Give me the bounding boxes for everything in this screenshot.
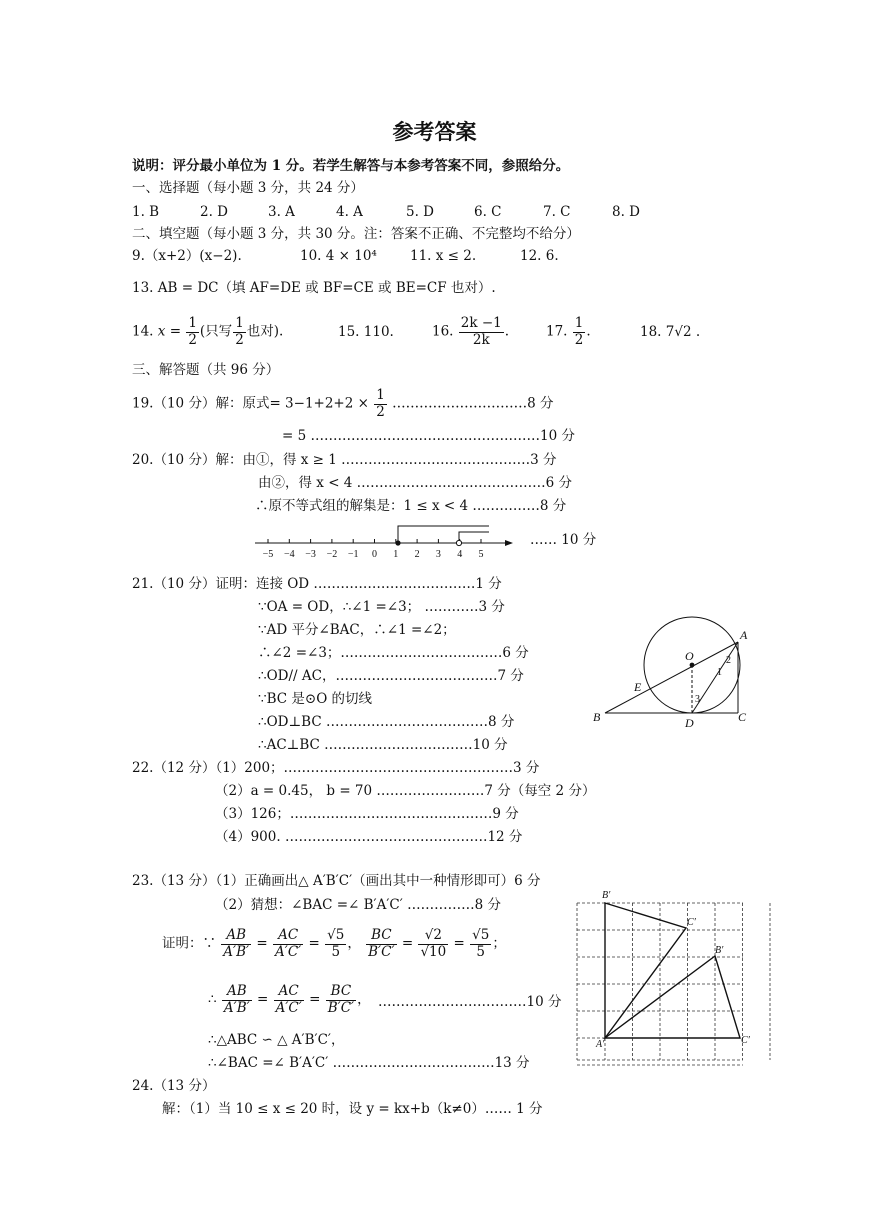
number-line-tick-label: 4	[457, 549, 463, 560]
figure-point-label: 1	[717, 667, 722, 678]
section-2-heading: 二、填空题（每小题 3 分，共 30 分。注：答案不正确、不完整均不给分）	[132, 226, 580, 242]
answer-22-line-3: （3）126；………………………………………9 分	[215, 806, 519, 822]
answer-21-line-4: ∴∠2 =∠3；………………………………6 分	[258, 645, 529, 661]
triangle-apbpcp	[605, 956, 740, 1038]
mc-answer-7: 7. C	[543, 204, 571, 220]
answer-9: 9.（x+2）(x−2).	[132, 248, 242, 264]
answer-23-points-10: ……………………………10 分	[378, 994, 562, 1010]
number-line-tick-label: −2	[326, 549, 338, 560]
answer-21-line-7: ∴OD⊥BC ………………………………8 分	[258, 714, 515, 730]
answer-20-line-1: 20.（10 分）解：由①，得 x ≥ 1 ……………………………………3 分	[132, 452, 557, 468]
figure-point-label: O	[685, 649, 694, 663]
fraction: $\frac{BC}{B'C'}$	[368, 927, 395, 960]
answer-19-line-2: = 5 ……………………………………………10 分	[282, 428, 575, 444]
answer-22-line-1: 22.（12 分）（1）200；……………………………………………3 分	[132, 760, 540, 776]
fraction: $\frac{AB}{A'B'}$	[223, 983, 250, 1016]
fraction: $\frac{√5}{5}$	[327, 927, 345, 960]
answer-23-proof-line-4: ∴∠BAC =∠ B′A′C′ ………………………………13 分	[208, 1055, 530, 1071]
answer-21-line-2: ∵OA = OD，∴∠1 =∠3； …………3 分	[258, 599, 505, 615]
number-line-tick-label: −3	[305, 549, 316, 560]
mc-answer-1: 1. B	[132, 204, 160, 220]
mc-answer-8: 8. D	[612, 204, 640, 220]
number-line-figure	[255, 520, 525, 560]
figure-point-label: 3	[695, 694, 700, 705]
answer-18: 18. 7√2 .	[640, 324, 701, 340]
fraction: $\frac{2k -1}{2k}$	[460, 315, 502, 348]
grid-point-label: A′	[596, 1039, 605, 1050]
answer-10: 10. 4 × 10⁴	[300, 248, 377, 264]
figure-point-label: B	[593, 710, 601, 724]
answer-16: 16. $\frac{2k -1}{2k}$ .	[432, 315, 510, 348]
grid-point-label: C′	[687, 917, 696, 928]
fraction: $\frac{√2}{√10}$	[420, 927, 447, 960]
mc-answer-6: 6. C	[474, 204, 502, 220]
section-1-heading: 一、选择题（每小题 3 分，共 24 分）	[132, 180, 364, 196]
fraction: $\frac{1}{2}$	[235, 315, 244, 348]
circle-tangent-figure	[590, 615, 760, 730]
answer-21-line-8: ∴AC⊥BC ……………………………10 分	[258, 737, 508, 753]
number-line-tick-label: 1	[393, 549, 399, 560]
grid-point-label: C′	[741, 1035, 750, 1046]
answer-21-line-1: 21.（10 分）证明：连接 OD ………………………………1 分	[132, 576, 502, 592]
answer-13: 13. AB = DC（填 AF=DE 或 BF=CE 或 BE=CF 也对）.	[132, 280, 496, 296]
answer-23-line-2: （2）猜想：∠BAC =∠ B′A′C′ ……………8 分	[215, 897, 501, 913]
grid-point-label: B′	[602, 890, 611, 901]
answer-14: 14. x = $\frac{1}{2}$ (只写 $\frac{1}{2}$ 也对).	[132, 315, 284, 348]
section-3-heading: 三、解答题（共 96 分）	[132, 362, 280, 378]
answer-19-line-1: 19.（10 分）解：原式= 3−1+2+2 × $\frac{1}{2}$ …………………………8 分	[132, 387, 554, 420]
answer-24-line-2: 解：（1）当 10 ≤ x ≤ 20 时，设 y = kx+b（k≠0）…… 1 分	[162, 1101, 543, 1117]
mc-answer-2: 2. D	[200, 204, 228, 220]
solution-bracket-right	[459, 532, 489, 543]
fraction: $\frac{AB}{A'B'}$	[223, 927, 250, 960]
page-title: 参考答案	[392, 119, 477, 144]
answer-22-line-2: （2）a = 0.45， b = 70 ……………………7 分（每空 2 分）	[215, 783, 596, 799]
center-point	[690, 663, 695, 668]
number-line-tick-label: 0	[372, 549, 377, 560]
mc-answer-5: 5. D	[406, 204, 434, 220]
number-line-tick-label: 3	[435, 549, 441, 560]
figure-point-label: C	[738, 710, 747, 724]
fraction: $\frac{1}{2}$	[574, 315, 584, 348]
answer-17: 17. $\frac{1}{2}$ .	[546, 315, 591, 348]
figure-point-label: A	[740, 628, 748, 642]
answer-20-line-2: 由②，得 x < 4 ……………………………………6 分	[258, 475, 573, 491]
number-line-tick-label: 2	[414, 549, 420, 560]
number-line-tick-label: −4	[283, 549, 295, 560]
answer-21-line-6: ∵BC 是⊙O 的切线	[258, 691, 373, 707]
scoring-note: 说明：评分最小单位为 1 分。若学生解答与本参考答案不同，参照给分。	[132, 158, 570, 174]
fraction: $\frac{1}{2}$	[376, 387, 385, 420]
answer-21-line-5: ∴OD// AC，………………………………7 分	[258, 668, 524, 684]
answer-12: 12. 6.	[520, 248, 559, 264]
answer-23-proof-line-3: ∴△ABC ∽ △ A′B′C′，	[208, 1032, 345, 1048]
answer-21-line-3: ∵AD 平分∠BAC，∴∠1 =∠2；	[258, 622, 456, 638]
answer-14-label: 14.	[132, 323, 154, 340]
fraction: $\frac{AC}{A'C'}$	[275, 927, 302, 960]
answer-23-proof-line-2: ∴ $\frac{AB}{A'B'}$ = $\frac{AC}{A'C'}$ = $\frac{BC}{B'C'}$ ，	[208, 983, 371, 1016]
open-point	[456, 540, 461, 545]
fraction: $\frac{BC}{B'C'}$	[327, 983, 355, 1016]
figure-point-label: D	[685, 716, 694, 730]
answer-20-line-3: ∴原不等式组的解集是：1 ≤ x < 4 ……………8 分	[255, 498, 567, 514]
grid-point-label: B′	[715, 945, 724, 956]
mc-answer-4: 4. A	[336, 204, 363, 220]
fraction: $\frac{√5}{5}$	[472, 927, 490, 960]
figure-point-label: 2	[726, 655, 731, 666]
number-line-tick-label: −5	[262, 549, 274, 560]
arrow-icon	[505, 540, 513, 546]
number-line-tick-label: 5	[478, 549, 484, 560]
answer-11: 11. x ≤ 2.	[410, 248, 477, 264]
answer-24-line-1: 24.（13 分）	[132, 1078, 216, 1094]
solution-bracket-left	[398, 526, 489, 543]
answer-22-line-4: （4）900. ………………………………………12 分	[215, 829, 523, 845]
solid-point	[395, 540, 400, 545]
fraction: $\frac{AC}{A'C'}$	[275, 983, 302, 1016]
grid-triangle-figure	[575, 885, 755, 1065]
figure-point-label: E	[634, 680, 642, 694]
triangle-abc	[605, 903, 686, 1038]
answer-15: 15. 110.	[338, 324, 394, 340]
number-line-tick-label: −1	[347, 549, 359, 560]
answer-23-proof-line-1: 证明：∵ $\frac{AB}{A'B'}$ = $\frac{AC}{A'C'}$ = $\frac{√5}{5}$ ， $\frac{BC}{B'C'}$ = $\frac{√2}{√10}$ = $\frac{√5}{5}$ ；	[162, 927, 506, 960]
fraction: $\frac{1}{2}$	[188, 315, 197, 348]
mc-answer-3: 3. A	[268, 204, 295, 220]
answer-23-line-1: 23.（13 分）（1）正确画出△ A′B′C′（画出其中一种情形即可）6 分	[132, 873, 541, 889]
answer-20-line-4: …… 10 分	[530, 532, 597, 548]
